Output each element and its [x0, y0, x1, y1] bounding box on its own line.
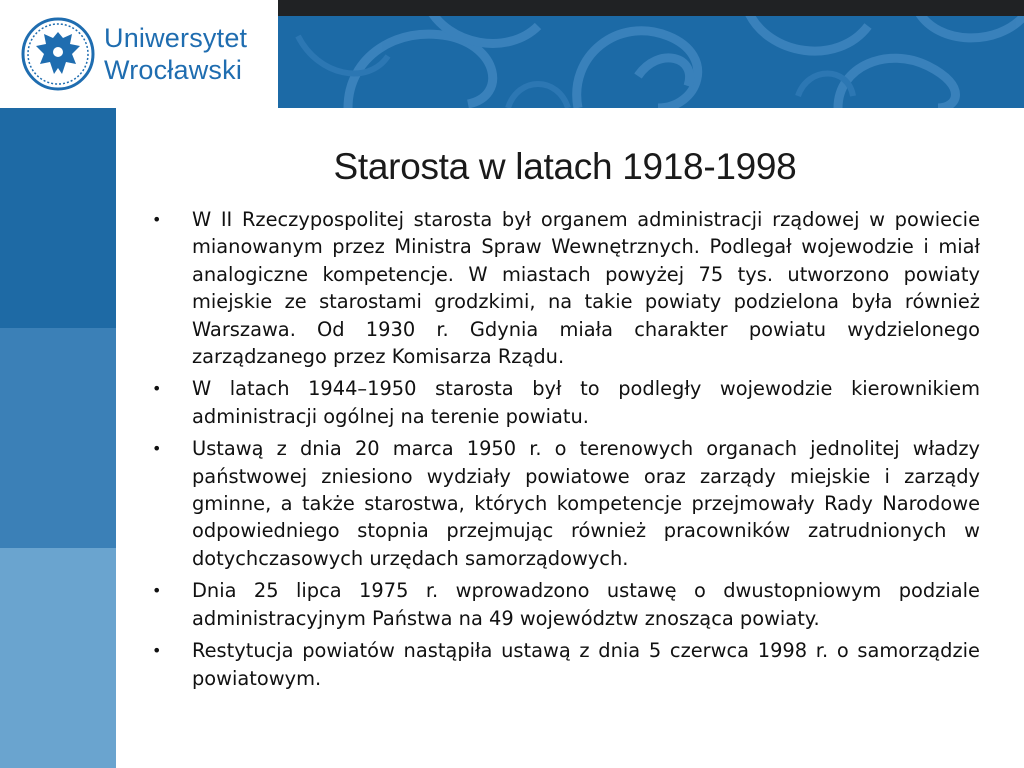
- list-item: [152, 577, 980, 632]
- university-name-line2: Wrocławski: [104, 55, 243, 85]
- bullet-text: Dnia 25 lipca 1975 r. wprowadzono ustawę o dwustopniowym podziale administracyjnym Państwa na 49 województw znosząca powiaty.: [192, 579, 980, 630]
- bullet-icon: •: [152, 210, 162, 229]
- slide-content: [116, 108, 1024, 768]
- bullet-text: Restytucja powiatów nastąpiła ustawą z dnia 5 czerwca 1998 r. o samorządzie powiatowym.: [192, 639, 980, 690]
- slide-title: Starosta w latach 1918-1998: [333, 146, 797, 187]
- left-color-column: [0, 108, 116, 768]
- list-item: [152, 435, 980, 572]
- bullet-list: [152, 206, 980, 697]
- list-item: [152, 206, 980, 370]
- bullet-text: W II Rzeczypospolitej starosta był organem administracji rządowej w powiecie mianowanym przez Ministra Spraw Wewnętrznych. Podlegał wojewodzie i miał analogiczne kompetencje. W miastach powyżej 75 tys. utworzono powiaty miejskie ze starostami grodzkimi, na takie powiaty podzielona była również Warszawa. Od 1930 r. Gdynia miała charakter powiatu wydzielonego zarządzanego przez Komisarza Rządu.: [192, 208, 980, 369]
- header-banner: [278, 16, 1024, 108]
- top-dark-strip: [278, 0, 1024, 16]
- bullet-icon: •: [152, 379, 162, 399]
- bullet-text: Ustawą z dnia 20 marca 1950 r. o terenowych organach jednolitej władzy państwowej zniesiono wydziały powiatowe oraz zarządy miejskie i zarządy gminne, a także starostwa, których kompetencje przejmowały Rady Narodowe odpowiedniego stopnia przejmując również pracowników zatrudnionych w dotychczasowych urzędach samorządowych.: [192, 437, 980, 570]
- bullet-icon: •: [152, 641, 162, 661]
- eagle-emblem-icon: [20, 16, 96, 92]
- list-item: [152, 637, 980, 692]
- banner-swirl-decoration: [278, 16, 1024, 108]
- list-item: [152, 375, 980, 430]
- bullet-text: W latach 1944–1950 starosta był to podległy wojewodzie kierownikiem administracji ogólnej na terenie powiatu.: [192, 377, 980, 428]
- university-name: [104, 22, 247, 86]
- bullet-icon: •: [152, 439, 162, 459]
- university-name-line1: Uniwersytet: [104, 23, 248, 53]
- bullet-icon: •: [152, 581, 162, 601]
- university-logo: [0, 0, 278, 108]
